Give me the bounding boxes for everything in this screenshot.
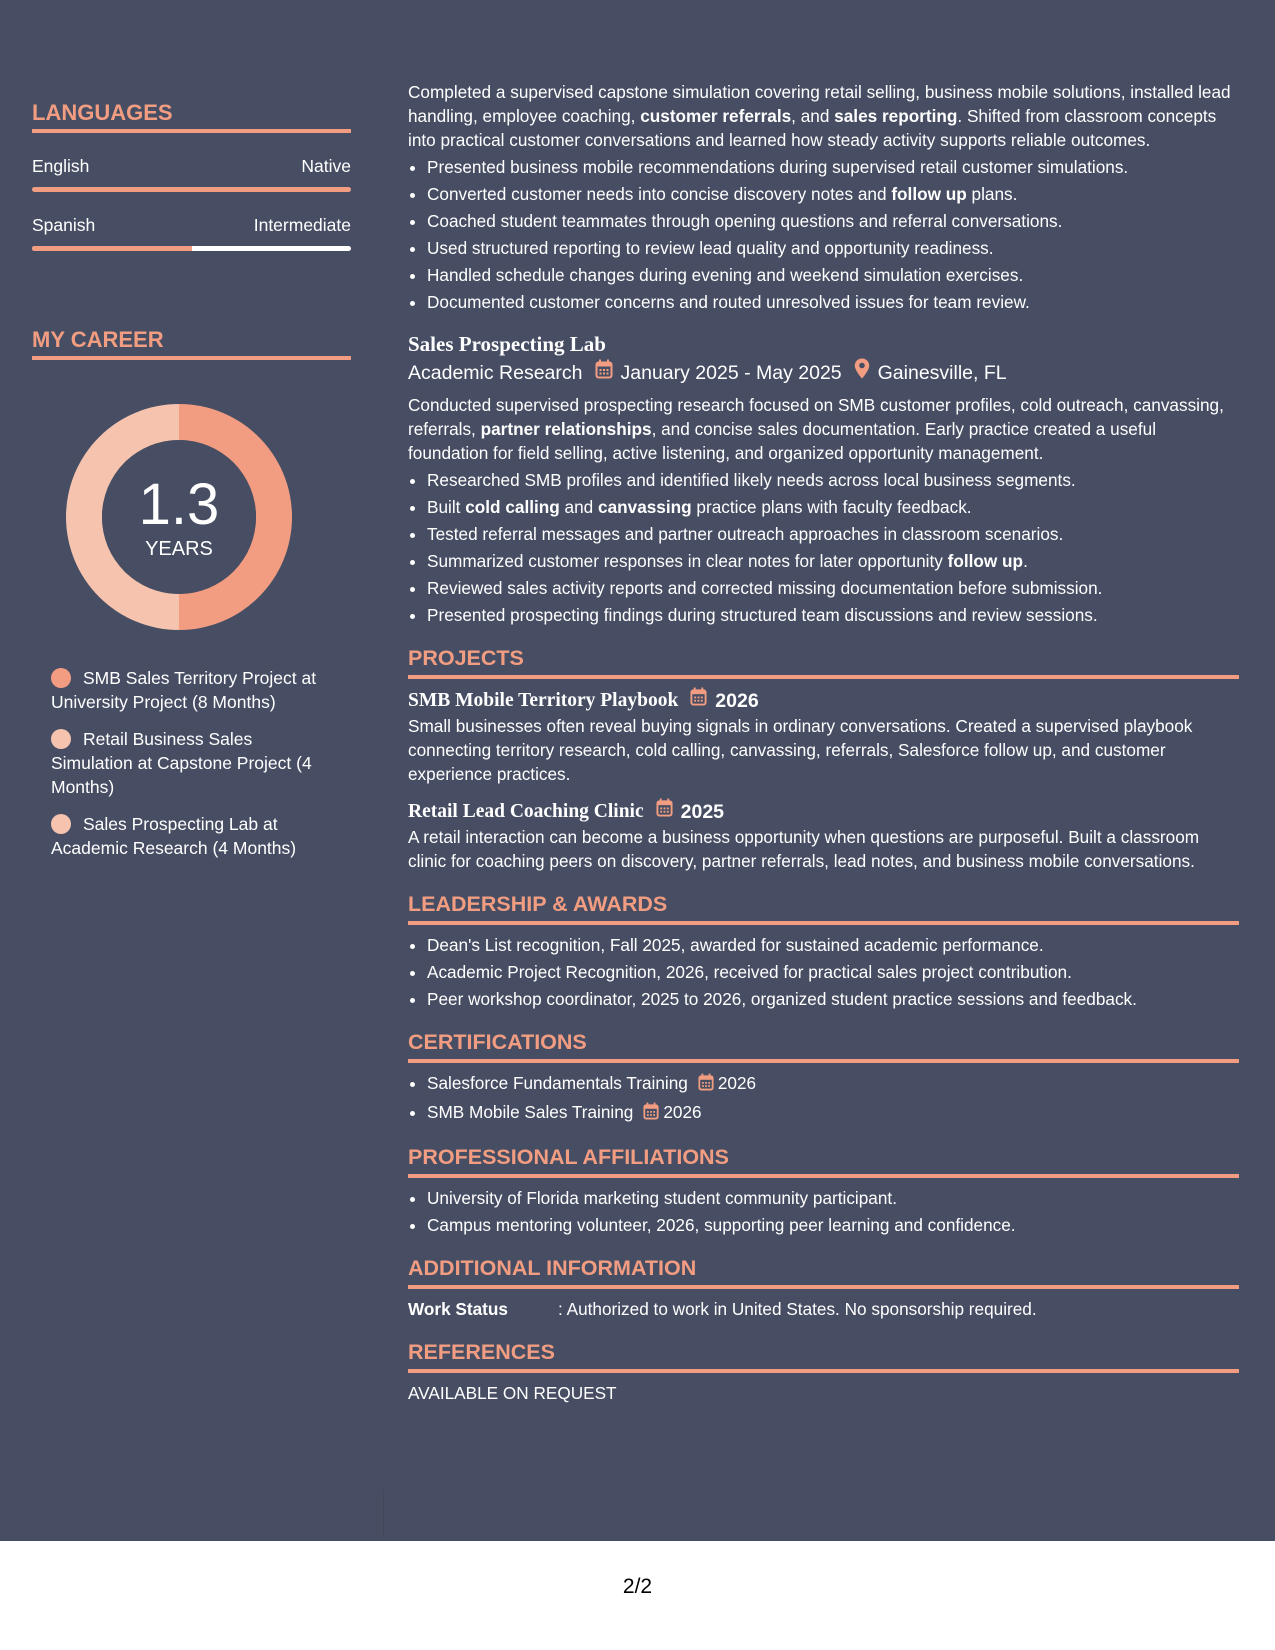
- summary-keyword: partner relationships: [480, 419, 652, 439]
- certification-item: [427, 1071, 1239, 1097]
- experience-bullet: • Coached student teammates through opening questions and referral conversations.: [427, 209, 1239, 233]
- experience-bullet: [427, 549, 1239, 573]
- career-heading: MY CAREER: [32, 327, 351, 360]
- bullet-text: Converted customer needs into concise discovery notes and: [427, 184, 892, 204]
- summary-keyword: sales reporting: [834, 106, 958, 126]
- language-level: Native: [301, 156, 351, 176]
- language-spanish: [32, 214, 351, 251]
- career-legend-label: SMB Sales Territory Project at University Project (8 Months): [51, 668, 317, 712]
- experience-bullet: • Handled schedule changes during evening and weekend simulation exercises.: [427, 263, 1239, 287]
- project-title: Retail Lead Coaching Clinic: [408, 800, 644, 822]
- award-item: • Academic Project Recognition, 2026, received for practical sales project contribution.: [427, 960, 1239, 984]
- legend-dot: [51, 814, 71, 834]
- experience-bullet: • Presented prospecting findings during structured team discussions and review sessions.: [427, 603, 1239, 627]
- certifications-heading: CERTIFICATIONS: [408, 1029, 1239, 1063]
- affiliation-item: • Campus mentoring volunteer, 2026, supporting peer learning and confidence.: [427, 1213, 1239, 1237]
- job-meta: [408, 358, 1239, 387]
- language-name: English: [32, 156, 90, 176]
- certifications-list: [408, 1071, 1239, 1126]
- bullet-text: and: [559, 497, 599, 517]
- career-legend-label: Retail Business Sales Simulation at Capstone Project (4 Months): [51, 729, 312, 797]
- bullet-keyword: cold calling: [465, 497, 560, 517]
- column-divider: [383, 1490, 384, 1538]
- job-title: Sales Prospecting Lab: [408, 332, 606, 356]
- project-title-row: [408, 798, 1239, 825]
- certification-name: Salesforce Fundamentals Training: [427, 1073, 688, 1093]
- bullet-keyword: follow up: [891, 184, 967, 204]
- work-status-value: : Authorized to work in United States. No sponsorship required.: [558, 1299, 1037, 1319]
- work-status-row: [408, 1297, 1239, 1321]
- language-proficiency-fill: [32, 187, 351, 192]
- experience-bullet: • Tested referral messages and partner outreach approaches in classroom scenarios.: [427, 522, 1239, 546]
- awards-list: [408, 933, 1239, 1011]
- awards-heading: LEADERSHIP & AWARDS: [408, 891, 1239, 925]
- experience-capstone: [408, 80, 1239, 314]
- experience-lab: [408, 330, 1239, 627]
- bullet-text: Summarized customer responses in clear notes for later opportunity: [427, 551, 948, 571]
- experience-bullet: [427, 182, 1239, 206]
- experience-bullet: • Reviewed sales activity reports and corrected missing documentation before submission.: [427, 576, 1239, 600]
- language-proficiency-fill: [32, 246, 192, 251]
- job-dates: January 2025 - May 2025: [620, 361, 842, 384]
- language-level: Intermediate: [253, 215, 351, 235]
- experience-bullet: • Used structured reporting to review lead quality and opportunity readiness.: [427, 236, 1239, 260]
- project-item: [408, 798, 1239, 873]
- work-status-label: Work Status: [408, 1299, 508, 1319]
- summary-text: Completed a supervised capstone simulation covering retail selling, business mobile solutions, installed lead handling, employee coaching,: [408, 82, 1231, 126]
- location-pin-icon: [854, 358, 870, 387]
- project-item: [408, 687, 1239, 786]
- job-location: Gainesville, FL: [877, 361, 1007, 384]
- bullet-text: .: [1023, 551, 1028, 571]
- calendar-icon: [690, 687, 707, 714]
- bullet-keyword: follow up: [947, 551, 1024, 571]
- bullet-keyword: canvassing: [598, 497, 692, 517]
- summary-text: , and: [791, 106, 835, 126]
- affiliation-item: • University of Florida marketing student community participant.: [427, 1186, 1239, 1210]
- summary-text: . Shifted from classroom concepts into practical customer conversations and learned how steady activity supports reliable outcomes.: [408, 106, 1217, 150]
- language-english: [32, 155, 351, 192]
- bullet-text: practice plans with faculty feedback.: [691, 497, 972, 517]
- award-item: • Dean's List recognition, Fall 2025, awarded for sustained academic performance.: [427, 933, 1239, 957]
- right-column: [408, 80, 1239, 1405]
- references-text: AVAILABLE ON REQUEST: [408, 1383, 617, 1403]
- certification-year: 2026: [663, 1102, 702, 1122]
- language-proficiency-bar: [32, 246, 351, 251]
- experience-bullet: [427, 495, 1239, 519]
- language-proficiency-bar: [32, 187, 351, 192]
- certification-name: SMB Mobile Sales Training: [427, 1102, 634, 1122]
- calendar-icon: [595, 359, 613, 387]
- left-column: [32, 100, 351, 873]
- job-org: Academic Research: [408, 361, 583, 384]
- summary-keyword: customer referrals: [640, 106, 792, 126]
- experience-bullets: [408, 155, 1239, 314]
- career-legend-item: [51, 812, 336, 860]
- project-year: 2025: [680, 800, 725, 823]
- additional-info-heading: ADDITIONAL INFORMATION: [408, 1255, 1239, 1289]
- experience-bullet: • Researched SMB profiles and identified likely needs across local business segments.: [427, 468, 1239, 492]
- page-number: 2/2: [622, 1575, 653, 1598]
- career-legend-item: [51, 666, 336, 714]
- bullet-text: plans.: [966, 184, 1018, 204]
- projects-heading: PROJECTS: [408, 645, 1239, 679]
- experience-summary: [408, 80, 1239, 152]
- project-year: 2026: [715, 689, 759, 712]
- career-donut-chart: [66, 404, 292, 630]
- experience-bullets: [408, 468, 1239, 627]
- references-heading: REFERENCES: [408, 1339, 1239, 1373]
- calendar-icon: [656, 798, 673, 825]
- affiliations-heading: PROFESSIONAL AFFILIATIONS: [408, 1144, 1239, 1178]
- languages-heading: LANGUAGES: [32, 100, 351, 133]
- project-description: A retail interaction can become a business opportunity when questions are purposeful. Built a classroom clinic for coaching peers on discovery, partner referrals, lead notes, and business mobile conversations.: [408, 827, 1200, 871]
- language-name: Spanish: [32, 215, 96, 235]
- career-total-value: 1.3: [138, 472, 220, 537]
- calendar-icon: [643, 1102, 659, 1126]
- summary-text: Conducted supervised prospecting research focused on SMB customer profiles, cold outreach, canvassing, referrals,: [408, 395, 1224, 439]
- award-item: • Peer workshop coordinator, 2025 to 2026, organized student practice sessions and feedback.: [427, 987, 1239, 1011]
- summary-text: , and concise sales documentation. Early practice created a useful foundation for field selling, active listening, and organized opportunity management.: [408, 419, 1157, 463]
- experience-bullet: • Presented business mobile recommendations during supervised retail customer simulations.: [427, 155, 1239, 179]
- certification-item: [427, 1100, 1239, 1126]
- career-legend-item: [51, 727, 336, 799]
- experience-summary: [408, 393, 1239, 465]
- project-title-row: [408, 687, 1239, 714]
- career-total-unit: YEARS: [145, 538, 213, 560]
- bullet-text: Built: [427, 497, 466, 517]
- experience-bullet: • Documented customer concerns and routed unresolved issues for team review.: [427, 290, 1239, 314]
- project-title: SMB Mobile Territory Playbook: [408, 689, 679, 711]
- affiliations-list: [408, 1186, 1239, 1237]
- career-legend: [32, 666, 336, 860]
- legend-dot: [51, 729, 71, 749]
- certification-year: 2026: [717, 1073, 757, 1093]
- project-description: Small businesses often reveal buying signals in ordinary conversations. Created a supervised playbook connecting territory research, cold calling, canvassing, referrals, Salesforce follow up, and customer experience practices.: [408, 716, 1193, 784]
- calendar-icon: [698, 1073, 714, 1097]
- legend-dot: [51, 668, 71, 688]
- career-legend-label: Sales Prospecting Lab at Academic Research (4 Months): [51, 814, 297, 858]
